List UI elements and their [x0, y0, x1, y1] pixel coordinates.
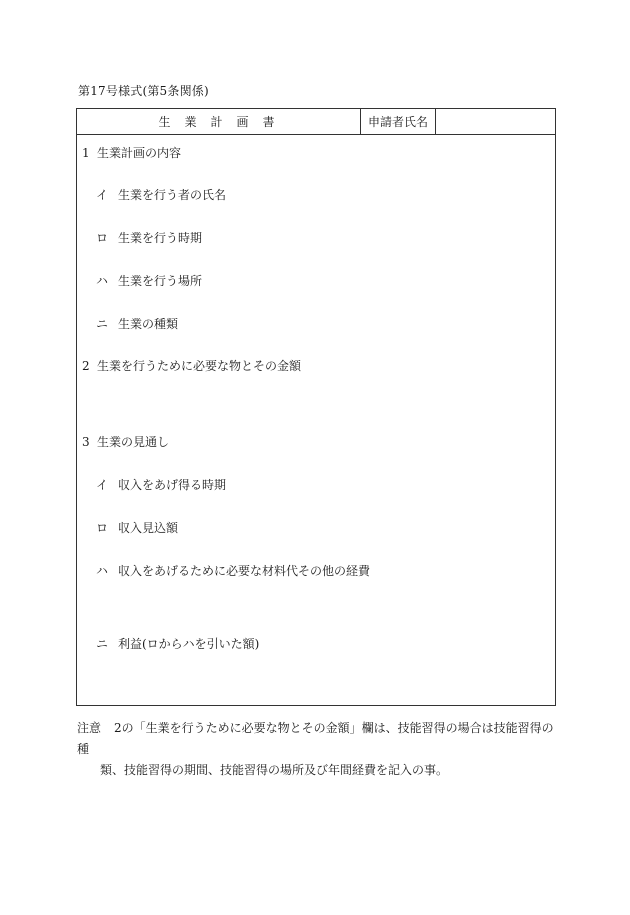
section-3-item-ro — [96, 519, 178, 536]
item-marker: ハ — [96, 274, 109, 288]
item-text: 生業を行う時期 — [118, 231, 203, 245]
section-1-number: 1 — [82, 146, 90, 160]
item-marker: イ — [96, 478, 109, 492]
section-1-heading — [82, 144, 181, 161]
note-text-2: 類、技能習得の期間、技能習得の場所及び年間経費を記入の事。 — [100, 763, 449, 777]
section-3-heading — [82, 433, 169, 450]
item-marker: イ — [96, 188, 109, 202]
section-2-number: 2 — [82, 359, 90, 373]
form-header-row — [76, 108, 556, 135]
item-text: 生業を行う者の氏名 — [118, 188, 227, 202]
form-number: 第17号様式(第5条関係) — [78, 84, 209, 98]
item-text: 利益(ロからハを引いた額) — [118, 637, 260, 651]
section-1-item-ni — [96, 315, 178, 332]
item-text: 収入をあげ得る時期 — [118, 478, 227, 492]
section-1-title: 生業計画の内容 — [97, 146, 182, 160]
section-3-title: 生業の見通し — [97, 435, 170, 449]
section-1-item-i — [96, 186, 226, 203]
item-text: 生業の種類 — [118, 317, 179, 331]
section-1-item-ha — [96, 272, 202, 289]
section-2-heading — [82, 357, 301, 374]
item-marker: ニ — [96, 317, 109, 331]
note-line-1 — [77, 718, 557, 760]
section-3-number: 3 — [82, 435, 90, 449]
section-3-item-ha — [96, 562, 370, 579]
item-marker: ハ — [96, 564, 109, 578]
applicant-name-field[interactable] — [436, 109, 555, 134]
item-text: 生業を行う場所 — [118, 274, 203, 288]
item-marker: ニ — [96, 637, 109, 651]
section-2-title: 生業を行うために必要な物とその金額 — [97, 359, 302, 373]
note-label: 注意 — [77, 721, 102, 735]
item-marker: ロ — [96, 231, 109, 245]
form-title: 生業計画書 — [77, 109, 361, 134]
applicant-name-label: 申請者氏名 — [361, 109, 436, 134]
note-text-1: 2の「生業を行うために必要な物とその金額」欄は、技能習得の場合は技能習得の種 — [77, 721, 554, 756]
section-1-item-ro — [96, 229, 202, 246]
item-marker: ロ — [96, 521, 109, 535]
section-3-item-i — [96, 476, 226, 493]
item-text: 収入見込額 — [118, 521, 179, 535]
section-3-item-ni — [96, 635, 259, 652]
plan-content-box — [76, 134, 556, 706]
form-note — [77, 718, 557, 781]
item-text: 収入をあげるために必要な材料代その他の経費 — [118, 564, 371, 578]
